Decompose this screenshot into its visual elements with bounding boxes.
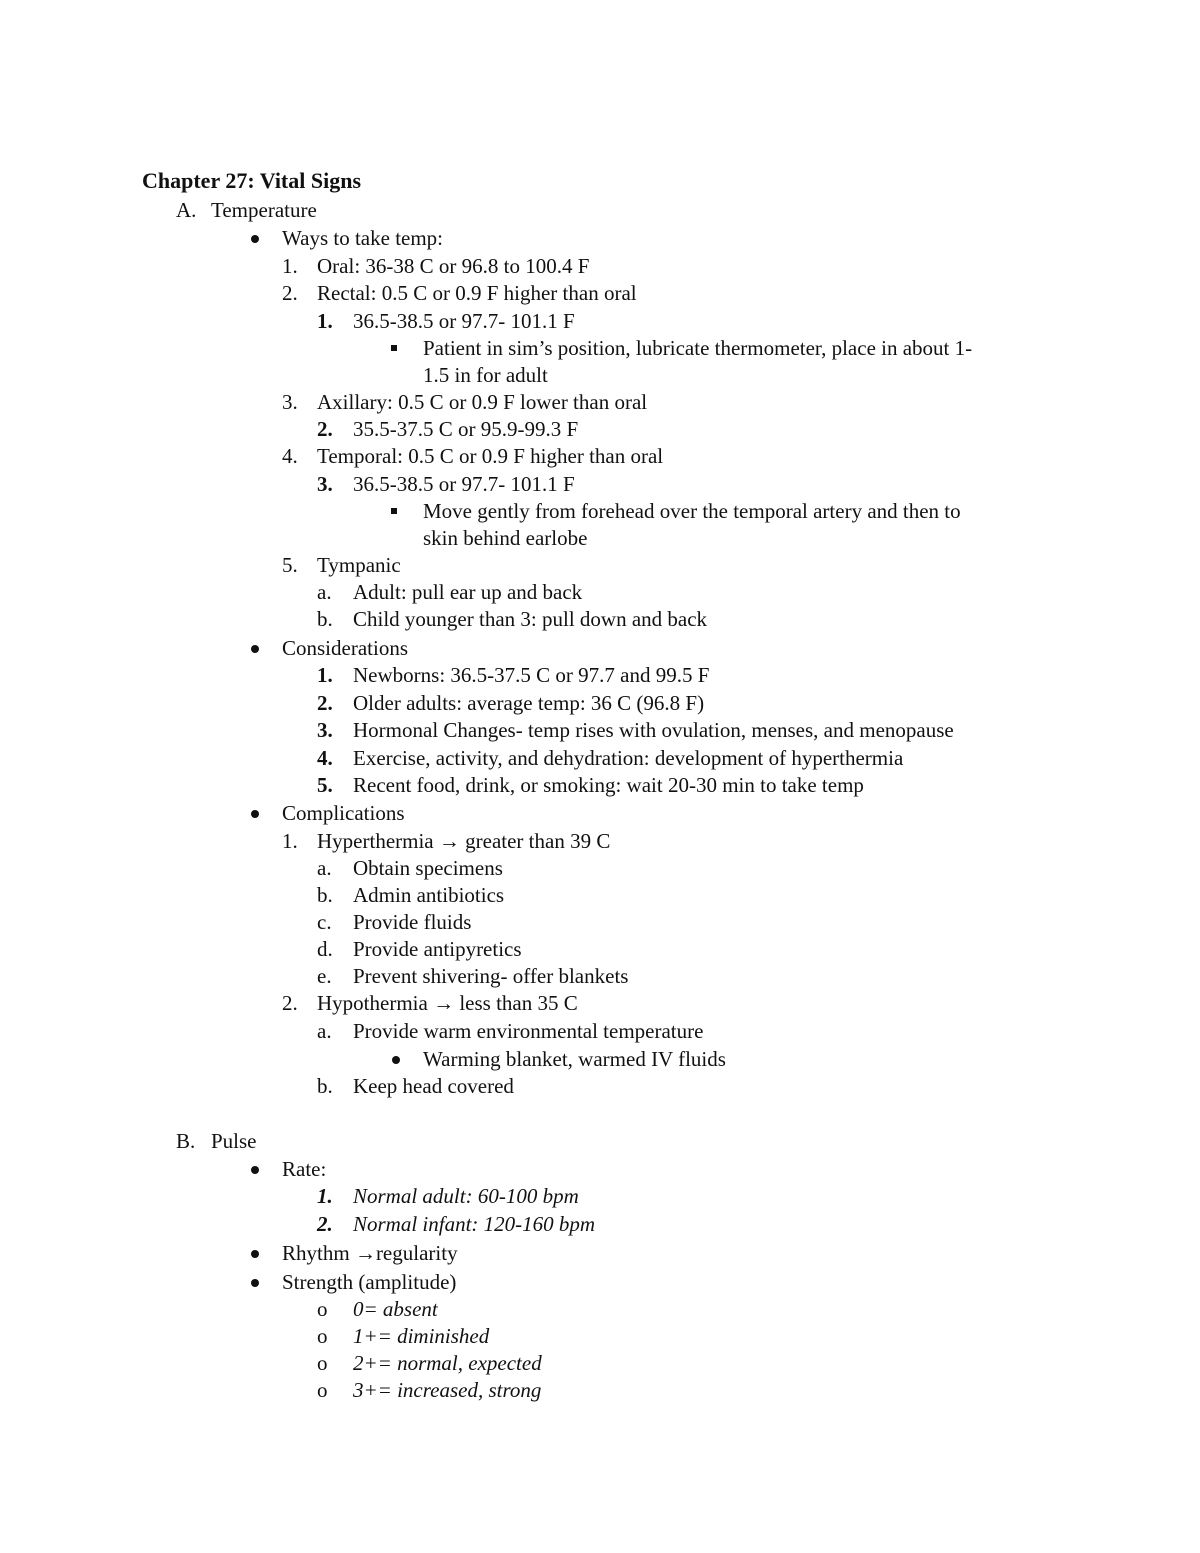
document-title: Chapter 27: Vital Signs: [142, 168, 362, 193]
list-letter: c.: [317, 910, 332, 934]
list-item-text: 1+= diminished: [353, 1324, 490, 1348]
list-number: 3.: [282, 390, 298, 414]
list-item-text: 36.5-38.5 or 97.7- 101.1 F: [353, 309, 575, 333]
section-marker: B.: [176, 1129, 196, 1153]
arrow-right-icon: →: [354, 1241, 376, 1265]
list-item-text: Warming blanket, warmed IV fluids: [423, 1047, 726, 1071]
list-number: 4.: [317, 746, 333, 770]
list-number: 5.: [282, 553, 298, 577]
list-item-text: 2+= normal, expected: [353, 1351, 542, 1375]
list-item-text: Rectal: 0.5 C or 0.9 F higher than oral: [317, 281, 637, 305]
list-letter: d.: [317, 937, 333, 961]
list-item-text: skin behind earlobe: [423, 526, 588, 550]
list-number: 1.: [282, 254, 298, 278]
circle-bullet-icon: o: [317, 1378, 328, 1402]
arrow-right-icon: →: [438, 829, 460, 853]
list-item-text: Obtain specimens: [353, 856, 503, 880]
list-number: 2.: [317, 691, 333, 715]
list-item-text: Newborns: 36.5-37.5 C or 97.7 and 99.5 F: [353, 663, 710, 687]
list-item-text: Temporal: 0.5 C or 0.9 F higher than oral: [317, 444, 664, 468]
bullet-icon: [392, 1056, 400, 1064]
list-letter: a.: [317, 1019, 332, 1043]
square-bullet-icon: [391, 508, 397, 514]
list-letter: b.: [317, 607, 333, 631]
list-number: 1.: [317, 663, 333, 687]
list-item-text: Ways to take temp:: [282, 226, 444, 250]
list-number: 5.: [317, 773, 333, 797]
circle-bullet-icon: o: [317, 1324, 328, 1348]
list-item-text: Admin antibiotics: [353, 883, 505, 907]
list-number: 1.: [317, 1184, 333, 1208]
list-number: 1.: [282, 829, 298, 853]
bullet-icon: [251, 810, 259, 818]
list-item-text: Hypothermia → less than 35 C: [317, 991, 578, 1015]
list-item-text: Prevent shivering- offer blankets: [353, 964, 629, 988]
bullet-icon: [251, 1279, 259, 1287]
list-number: 3.: [317, 718, 333, 742]
list-item-text: Keep head covered: [353, 1074, 514, 1098]
list-letter: e.: [317, 964, 332, 988]
list-number: 2.: [317, 1212, 333, 1236]
list-letter: a.: [317, 580, 332, 604]
section-label: Temperature: [211, 198, 317, 222]
list-item-text: Axillary: 0.5 C or 0.9 F lower than oral: [317, 390, 648, 414]
list-letter: a.: [317, 856, 332, 880]
list-item-text: Provide fluids: [353, 910, 472, 934]
list-item-text: Patient in sim’s position, lubricate thermometer, place in about 1-: [423, 336, 973, 360]
bullet-icon: [251, 235, 259, 243]
list-item-text: Hyperthermia → greater than 39 C: [317, 829, 611, 853]
list-item-text: Older adults: average temp: 36 C (96.8 F): [353, 691, 705, 715]
list-number: 2.: [317, 417, 333, 441]
list-item-text: Recent food, drink, or smoking: wait 20-30 min to take temp: [353, 773, 864, 797]
list-item-text: 0= absent: [353, 1297, 438, 1321]
list-item-text: Tympanic: [317, 553, 401, 577]
list-item-text: 3+= increased, strong: [353, 1378, 542, 1402]
list-item-text: Rate:: [282, 1157, 327, 1181]
list-letter: b.: [317, 883, 333, 907]
bullet-icon: [251, 1250, 259, 1258]
list-item-text: 36.5-38.5 or 97.7- 101.1 F: [353, 472, 575, 496]
list-item-text: 35.5-37.5 C or 95.9-99.3 F: [353, 417, 579, 441]
list-item-text: Move gently from forehead over the temporal artery and then to: [423, 499, 961, 523]
list-letter: b.: [317, 1074, 333, 1098]
list-number: 2.: [282, 991, 298, 1015]
list-number: 4.: [282, 444, 298, 468]
list-item-text: Complications: [282, 801, 405, 825]
list-item-text: Hormonal Changes- temp rises with ovulation, menses, and menopause: [353, 718, 954, 742]
list-number: 2.: [282, 281, 298, 305]
section-label: Pulse: [211, 1129, 257, 1153]
list-item-text: Child younger than 3: pull down and back: [353, 607, 708, 631]
square-bullet-icon: [391, 345, 397, 351]
list-item-text: Strength (amplitude): [282, 1270, 457, 1294]
list-item-text: Normal infant: 120-160 bpm: [353, 1212, 596, 1236]
list-number: 3.: [317, 472, 333, 496]
list-item-text: Provide warm environmental temperature: [353, 1019, 704, 1043]
list-item-text: Normal adult: 60-100 bpm: [353, 1184, 579, 1208]
list-number: 1.: [317, 309, 333, 333]
arrow-right-icon: →: [433, 991, 455, 1015]
circle-bullet-icon: o: [317, 1351, 328, 1375]
list-item-text: 1.5 in for adult: [423, 363, 548, 387]
list-item-text: Oral: 36-38 C or 96.8 to 100.4 F: [317, 254, 590, 278]
list-item-text: Adult: pull ear up and back: [353, 580, 583, 604]
section-marker: A.: [176, 198, 197, 222]
circle-bullet-icon: o: [317, 1297, 328, 1321]
list-item-text: Provide antipyretics: [353, 937, 522, 961]
bullet-icon: [251, 645, 259, 653]
list-item-text: Considerations: [282, 636, 408, 660]
list-item-text: Exercise, activity, and dehydration: development of hyperthermia: [353, 746, 904, 770]
list-item-text: Rhythm →regularity: [282, 1241, 458, 1265]
bullet-icon: [251, 1166, 259, 1174]
